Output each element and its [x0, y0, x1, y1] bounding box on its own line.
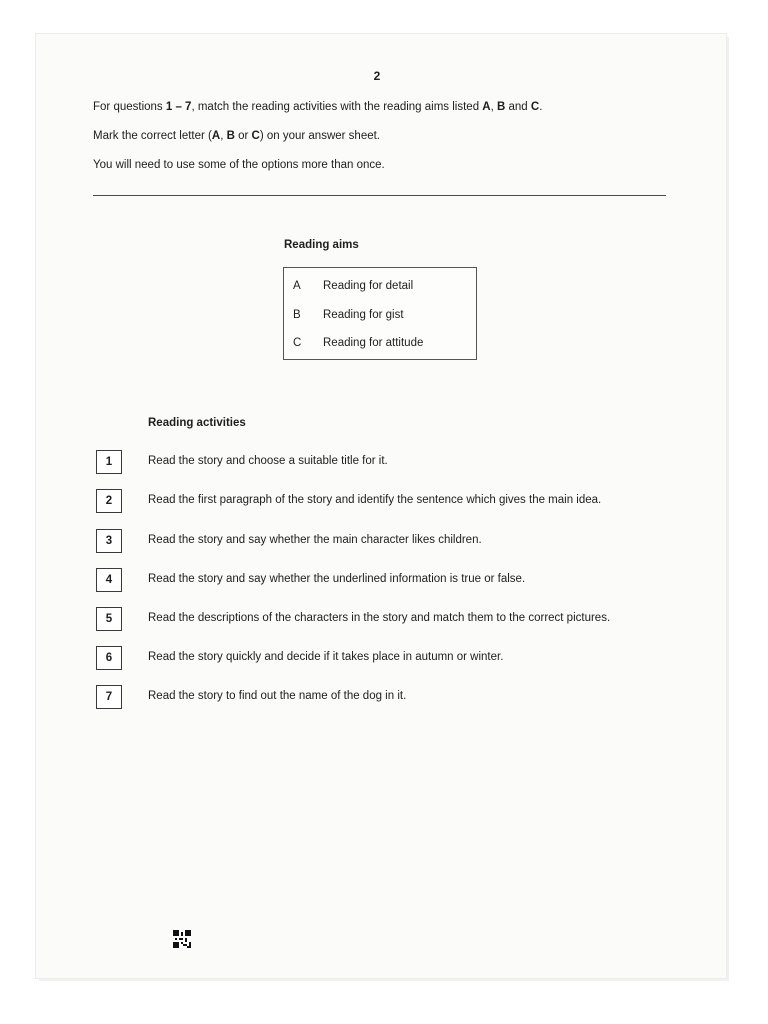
activity-row-7 — [0, 685, 768, 709]
aim-letter: A — [293, 280, 301, 292]
instruction-text: ) on your answer sheet. — [259, 130, 380, 142]
activity-row-2 — [0, 489, 768, 513]
instruction-answer-sheet — [93, 128, 380, 144]
barcode-icon — [173, 930, 191, 948]
instruction-text: , — [220, 130, 227, 142]
aim-text: Reading for attitude — [323, 337, 424, 349]
activity-row-5 — [0, 607, 768, 631]
activity-row-6 — [0, 646, 768, 670]
activity-text: Read the story and say whether the underlined information is true or false. — [148, 573, 526, 585]
instruction-text: and — [505, 101, 531, 113]
instruction-letter-c: C — [530, 101, 540, 113]
reading-aims-heading: Reading aims — [284, 239, 359, 251]
instruction-match — [93, 99, 542, 115]
instruction-letter-c: C — [251, 130, 260, 142]
activity-text: Read the story quickly and decide if it takes place in autumn or winter. — [148, 651, 504, 663]
instruction-question-range: 1 – 7 — [165, 101, 192, 113]
instruction-letter-b: B — [497, 101, 506, 113]
reading-aims-box — [283, 267, 477, 360]
question-number-box: 7 — [96, 685, 122, 709]
section-divider — [93, 195, 666, 196]
activity-row-3 — [0, 529, 768, 553]
activity-text: Read the story and say whether the main character likes children. — [148, 534, 482, 546]
activity-row-4 — [0, 568, 768, 592]
instruction-text: or — [234, 130, 252, 142]
activity-text: Read the descriptions of the characters in the story and match them to the correct pictures. — [148, 612, 611, 624]
instruction-text: , match the reading activities with the reading aims listed — [191, 101, 483, 113]
aim-letter: B — [293, 309, 301, 321]
instruction-letter-a: A — [211, 130, 221, 142]
instruction-letter-a: A — [482, 101, 491, 113]
question-number-box: 1 — [96, 450, 122, 474]
activity-text: Read the first paragraph of the story and identify the sentence which gives the main idea. — [148, 494, 602, 506]
question-number-box: 6 — [96, 646, 122, 670]
question-number-box: 5 — [96, 607, 122, 631]
instruction-text: Mark the correct letter ( — [93, 130, 212, 142]
activity-text: Read the story and choose a suitable title for it. — [148, 455, 388, 467]
activity-row-1 — [0, 450, 768, 474]
instruction-options-note: You will need to use some of the options more than once. — [93, 159, 385, 171]
question-number-box: 4 — [96, 568, 122, 592]
activity-text: Read the story to find out the name of the dog in it. — [148, 690, 407, 702]
reading-activities-heading: Reading activities — [148, 417, 246, 429]
aim-text: Reading for detail — [323, 280, 414, 292]
question-number-box: 2 — [96, 489, 122, 513]
aim-letter: C — [293, 337, 302, 349]
instruction-text: . — [539, 101, 543, 113]
instruction-text: For questions — [93, 101, 166, 113]
instruction-text: , — [490, 101, 497, 113]
question-number-box: 3 — [96, 529, 122, 553]
instruction-letter-b: B — [226, 130, 235, 142]
page-number: 2 — [373, 69, 381, 83]
aim-text: Reading for gist — [323, 309, 404, 321]
